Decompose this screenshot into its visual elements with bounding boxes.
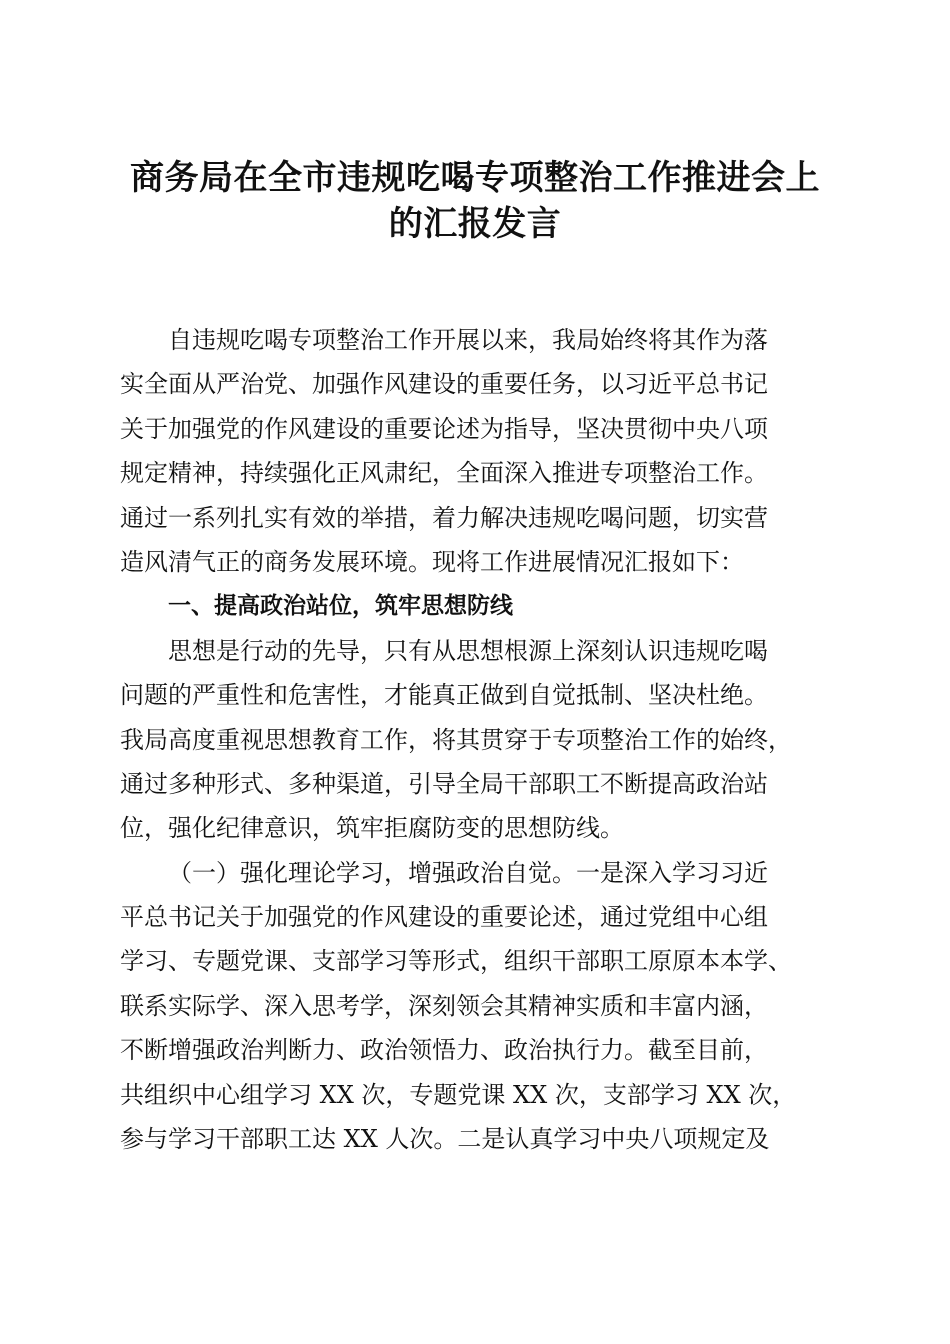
paragraph-line: 平总书记关于加强党的作风建设的重要论述，通过党组中心组 [120,903,768,932]
paragraph-line: 造风清气正的商务发展环境。现将工作进展情况汇报如下： [120,547,744,576]
paragraph-line: 思想是行动的先导，只有从思想根源上深刻认识违规吃喝 [168,636,768,665]
paragraph-line: 通过一系列扎实有效的举措，着力解决违规吃喝问题，切实营 [120,503,768,532]
paragraph-line: 实全面从严治党、加强作风建设的重要任务，以习近平总书记 [120,370,768,399]
paragraph-line: （一）强化理论学习，增强政治自觉。一是深入学习习近 [168,858,768,887]
title-line: 的汇报发言 [388,204,562,244]
paragraph-line: 我局高度重视思想教育工作，将其贯穿于专项整治工作的始终， [120,725,792,754]
paragraph-line: 学习、专题党课、支部学习等形式，组织干部职工原原本本学、 [120,947,792,976]
paragraph-line: 关于加强党的作风建设的重要论述为指导，坚决贯彻中央八项 [120,414,768,443]
paragraph-line: 问题的严重性和危害性，才能真正做到自觉抵制、坚决杜绝。 [120,681,768,710]
paragraph-line: 自违规吃喝专项整治工作开展以来，我局始终将其作为落 [168,326,768,354]
paragraph-line: 规定精神，持续强化正风肃纪，全面深入推进专项整治工作。 [120,459,768,488]
paragraph-line: 不断增强政治判断力、政治领悟力、政治执行力。截至目前， [120,1036,768,1065]
document-body [120,318,830,1161]
paragraph-line: 联系实际学、深入思考学，深刻领会其精神实质和丰富内涵， [120,991,768,1020]
document-title [100,155,850,247]
title-line: 商务局在全市违规吃喝专项整治工作推进会上 [130,158,820,198]
paragraph-line: 位，强化纪律意识，筑牢拒腐防变的思想防线。 [120,814,624,843]
paragraph-line: 共组织中心组学习 XX 次，专题党课 XX 次，支部学习 XX 次， [120,1080,797,1109]
paragraph-line: 通过多种形式、多种渠道，引导全局干部职工不断提高政治站 [120,769,768,798]
section-heading: 一、提高政治站位，筑牢思想防线 [168,593,513,620]
paragraph-line: 参与学习干部职工达 XX 人次。二是认真学习中央八项规定及 [120,1125,770,1154]
